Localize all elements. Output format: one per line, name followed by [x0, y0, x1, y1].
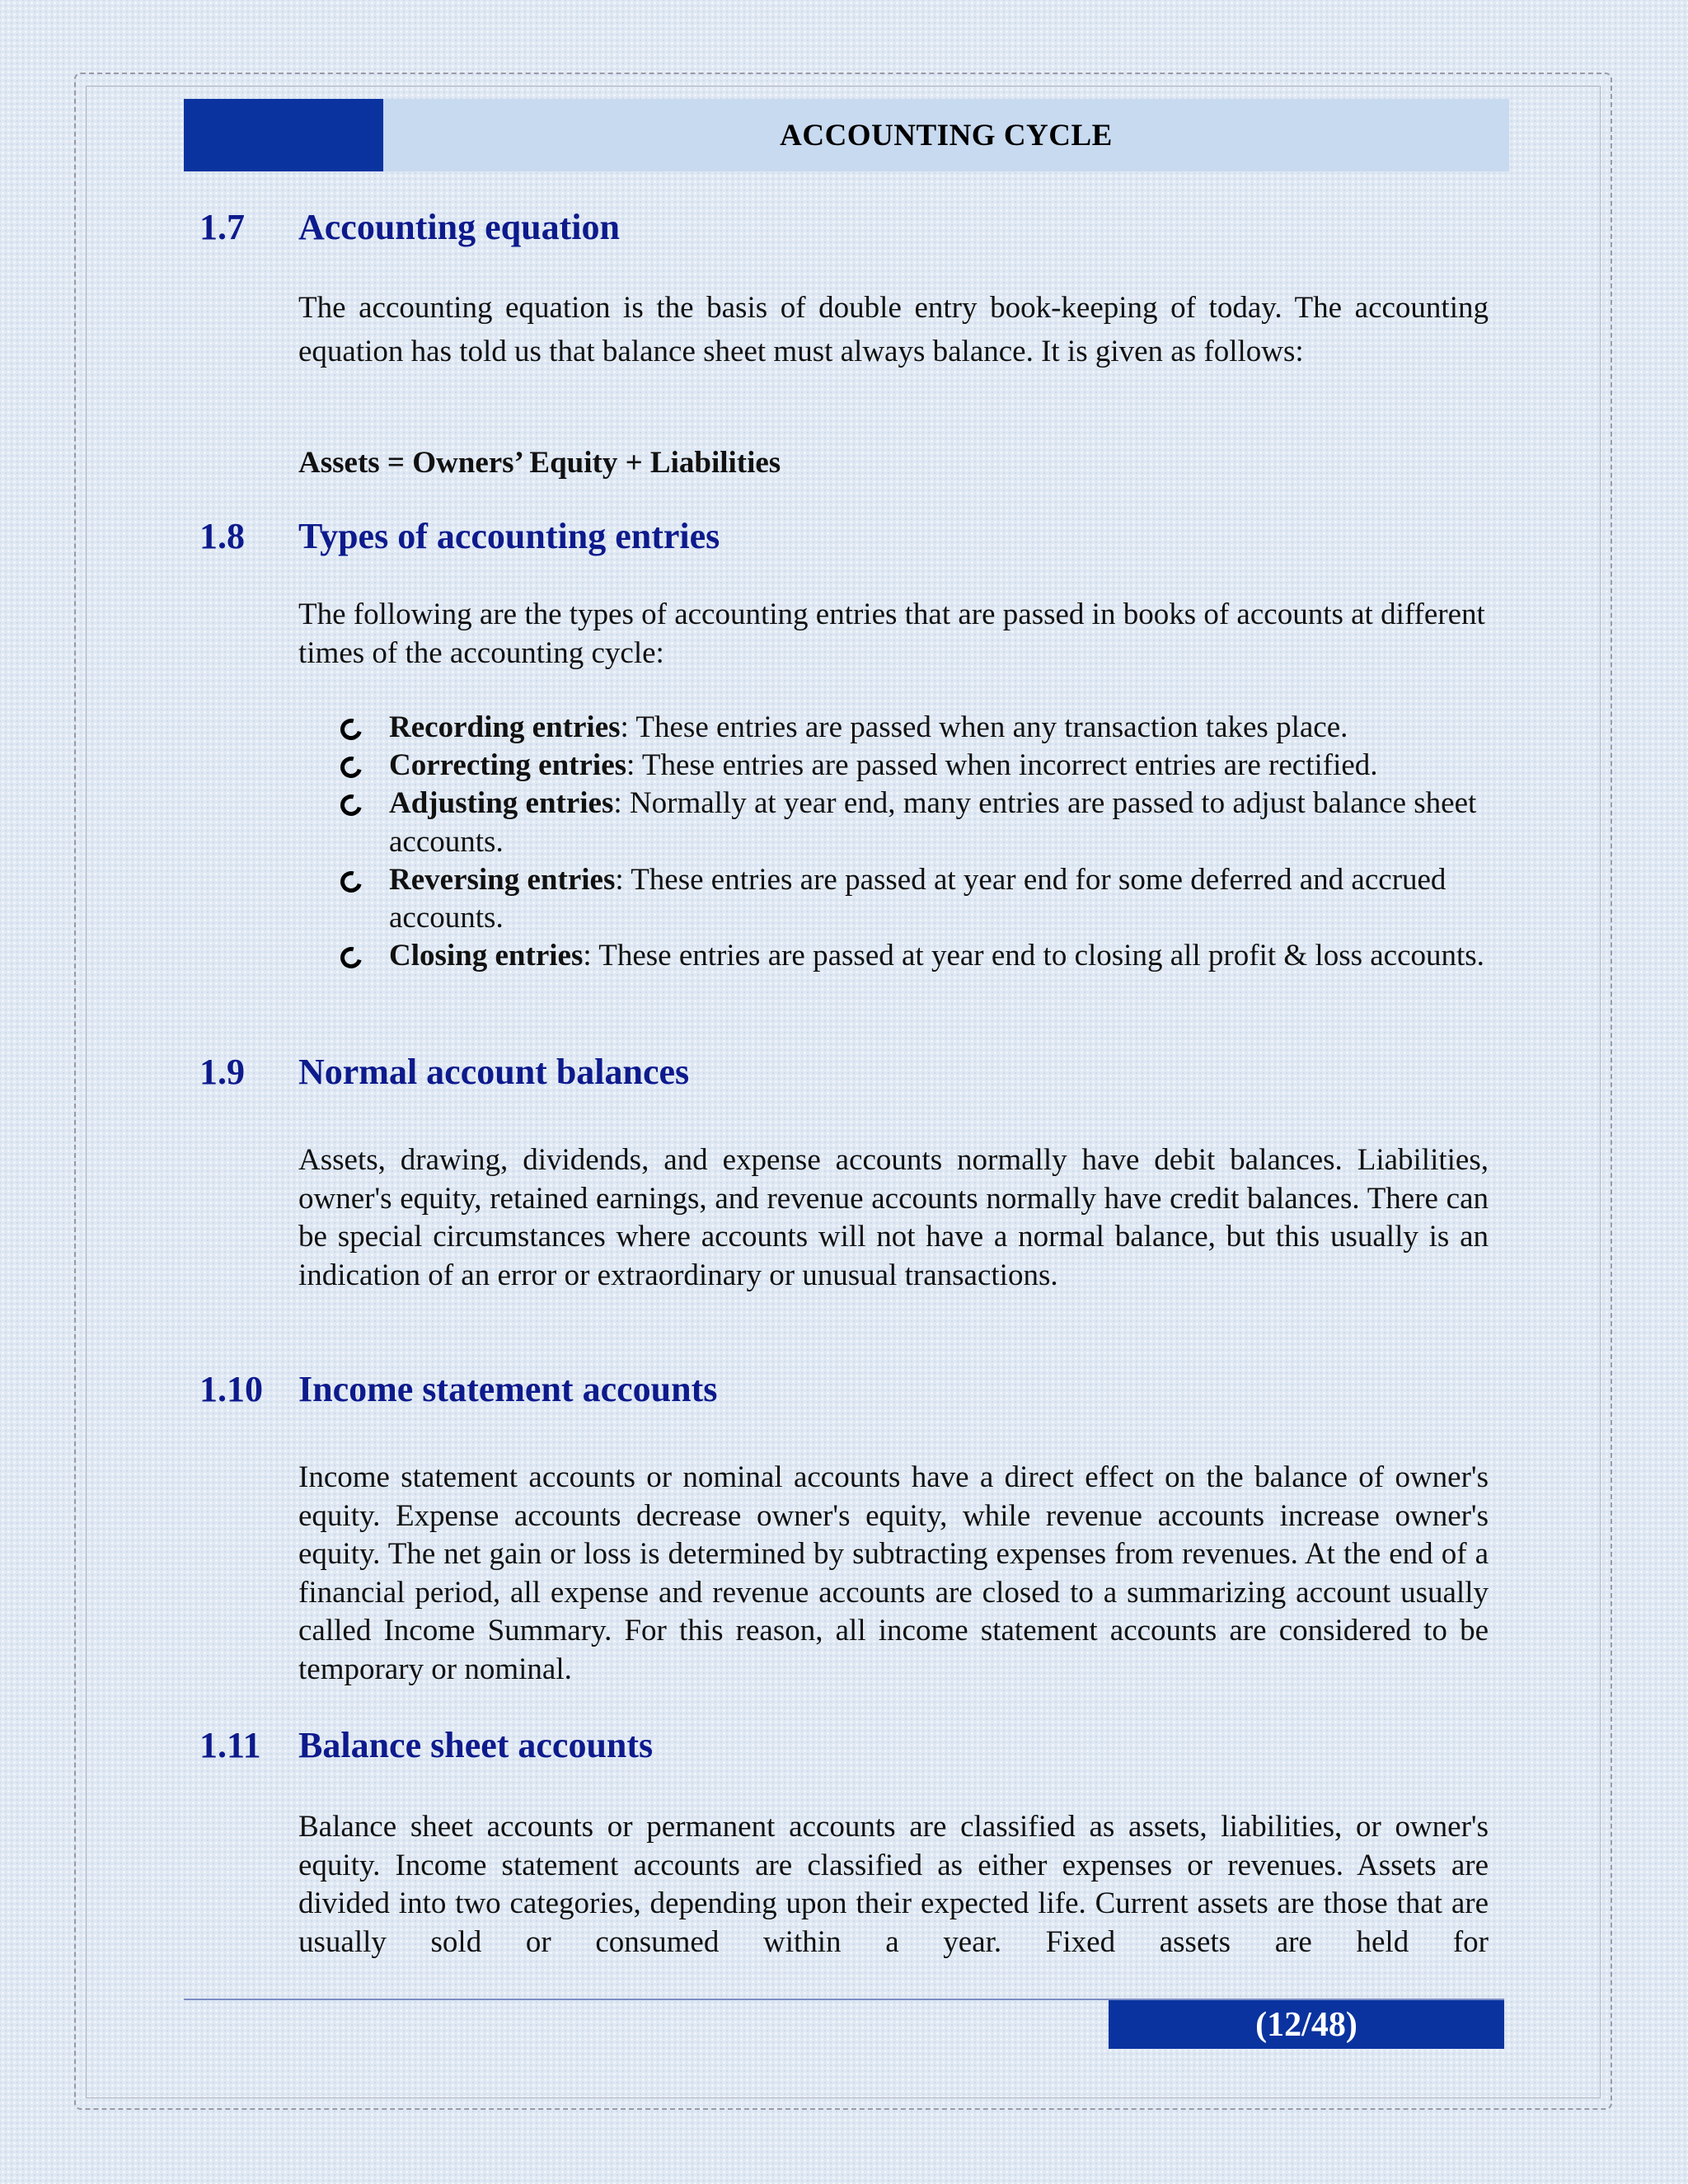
list-item-term: Closing entries: [389, 939, 584, 973]
section-number: 1.9: [199, 1052, 245, 1092]
header-color-block: [184, 99, 383, 171]
list-item: [338, 709, 1492, 747]
section-title: Normal account balances: [298, 1052, 690, 1092]
list-item: [338, 937, 1492, 975]
bullet-icon: [336, 715, 366, 744]
list-item-term: Recording entries: [389, 710, 621, 744]
page-number: (12/48): [1109, 2000, 1504, 2049]
section-heading-1-10: [199, 1368, 717, 1410]
list-item-text: : These entries are passed when any transaction takes place.: [620, 710, 1348, 744]
list-item-term: Reversing entries: [389, 862, 616, 897]
section-title: Types of accounting entries: [298, 516, 720, 556]
header-bar: [184, 99, 1509, 171]
section-title: Accounting equation: [298, 207, 620, 247]
section-heading-1-9: [199, 1051, 689, 1093]
list-item: [338, 747, 1492, 785]
list-item: [338, 785, 1492, 860]
paragraph-income-statement: Income statement accounts or nominal accounts have a direct effect on the balance of owner's equity. Expense accounts decrease owner's equity, while revenue accounts increase owner's equity. The net gain or loss is determined by subtracting expenses from revenues. At the end of a financial period, all expense and revenue accounts are closed to a summarizing account usually called Income Summary. For this reason, all income statement accounts are considered to be temporary or nominal.: [298, 1460, 1489, 1686]
list-item-text: : These entries are passed at year end for some deferred and accrued accounts.: [389, 862, 1447, 935]
section-heading-1-11: [199, 1724, 653, 1766]
section-heading-1-7: [199, 206, 620, 248]
paragraph-entry-types: The following are the types of accounting entries that are passed in books of accounts at different times of the accounting cycle:: [298, 598, 1485, 670]
list-item-text: : These entries are passed when incorrect entries are rectified.: [626, 748, 1378, 783]
list-item-text: : Normally at year end, many entries are passed to adjust balance sheet accounts.: [389, 786, 1477, 859]
entry-types-list: [338, 709, 1492, 975]
bullet-icon: [336, 943, 366, 972]
paragraph-accounting-equation: The accounting equation is the basis of double entry book-keeping of today. The accounting equation has told us that balance sheet must always balance. It is given as follows:: [298, 291, 1489, 368]
paragraph-normal-balances: Assets, drawing, dividends, and expense accounts normally have debit balances. Liabilities, owner's equity, retained earnings, and revenue accounts normally have credit balances. There can be special circumstances where accounts will not have a normal balance, but this usually is an indication of an error or extraordinary or unusual transactions.: [298, 1143, 1489, 1292]
section-heading-1-8: [199, 515, 720, 557]
bullet-icon: [336, 752, 366, 782]
bullet-icon: [336, 867, 366, 897]
section-number: 1.7: [199, 207, 245, 247]
list-item-term: Correcting entries: [389, 748, 627, 783]
accounting-equation-formula: Assets = Owners’ Equity + Liabilities: [298, 446, 781, 480]
bullet-icon: [336, 791, 366, 821]
section-number: 1.11: [199, 1725, 261, 1765]
list-item-text: : These entries are passed at year end to closing all profit & loss accounts.: [583, 939, 1484, 973]
section-number: 1.10: [199, 1369, 263, 1409]
paragraph-balance-sheet: Balance sheet accounts or permanent accounts are classified as assets, liabilities, or owner's equity. Income statement accounts are classified as either expenses or revenues. Assets are divided into two categories, depending upon their expected life. Current assets are those that are usually sold or consumed within a year. Fixed assets are held for: [298, 1810, 1489, 1959]
section-title: Income statement accounts: [298, 1369, 718, 1409]
list-item: [338, 861, 1492, 937]
section-title: Balance sheet accounts: [298, 1725, 654, 1765]
header-title: ACCOUNTING CYCLE: [780, 119, 1113, 152]
list-item-term: Adjusting entries: [389, 786, 614, 821]
section-number: 1.8: [199, 516, 245, 556]
